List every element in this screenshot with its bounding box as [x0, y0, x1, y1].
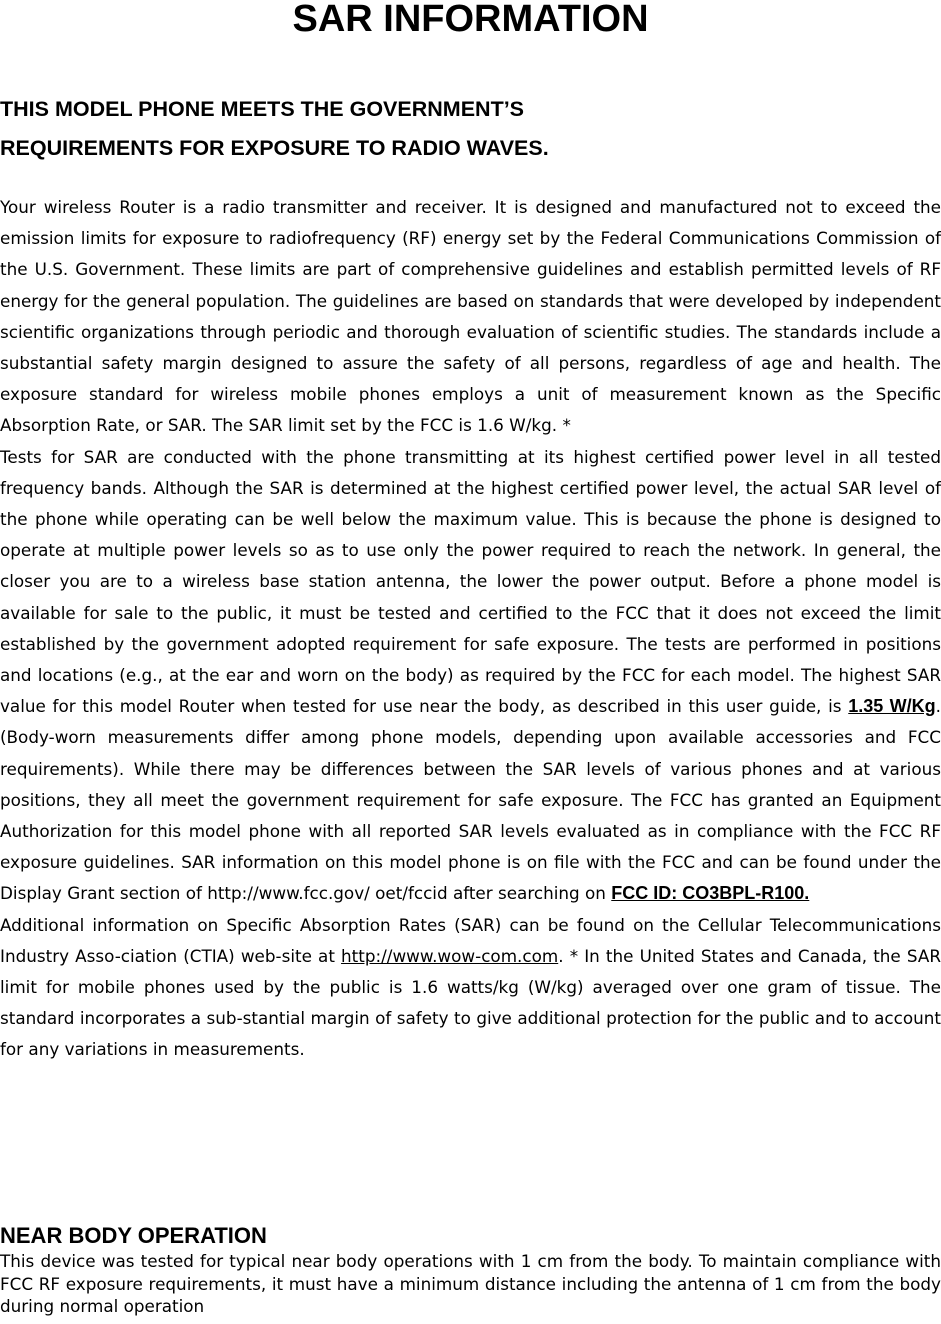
paragraph-exposure-limits: Your wireless Router is a radio transmitter and receiver. It is designed and manufactured not to exceed the emission limits for exposure to radiofrequency (RF) energy set by the Federal Communications Commission of the U.S. Government. These limits are part of comprehensive guidelines and establish permitted levels of RF energy for the general population. The guidelines are based on standards that were developed by independent scientific organizations through periodic and thorough evaluation of scientific studies. The standards include a substantial safety margin designed to assure the safety of all persons, regardless of age and health. The exposure standard for wireless mobile phones employs a unit of measurement known as the Specific Absorption Rate, or SAR. The SAR limit set by the FCC is 1.6 W/kg. * — [0, 197, 941, 436]
additional-info-text-continued: . * In the United States and Canada, the SAR limit for mobile phones used by the public is 1.6 watts/kg (W/kg) averaged over one gram of tissue. The standard incorporates a sub-stantial margin of safety to give additional protection for the public and to account for any variations in measurements. — [0, 945, 941, 1060]
headline-line-1: THIS MODEL PHONE MEETS THE GOVERNMENT’S — [0, 97, 525, 121]
paragraph-additional-info — [0, 910, 941, 1066]
sar-testing-text: Tests for SAR are conducted with the phone transmitting at its highest certified power level in all tested frequency bands. Although the SAR is determined at the highest certified power level, the actual SAR level of the phone while operating can be well below the maximum value. This is because the phone is designed to operate at multiple power levels so as to use only the power required to reach the network. In general, the closer you are to a wireless base station antenna, the lower the power output. Before a phone model is available for sale to the public, it must be tested and certified to the FCC that it does not exceed the limit established by the government adopted requirement for safe exposure. The tests are performed in positions and locations (e.g., at the ear and worn on the body) as required by the FCC for each model. The highest SAR value for this model Router when tested for use near the body, as described in this user guide, is — [0, 446, 941, 717]
page-title: SAR INFORMATION — [292, 0, 649, 40]
ctia-website-link[interactable]: http://www.wow-com.com — [341, 945, 559, 966]
near-body-paragraph: This device was tested for typical near body operations with 1 cm from the body. To maintain compliance with FCC RF exposure requirements, it must have a minimum distance including the antenna of 1 cm from the body during normal operation — [0, 1251, 941, 1316]
headline-line-2: REQUIREMENTS FOR EXPOSURE TO RADIO WAVES. — [0, 136, 549, 160]
sar-body — [0, 192, 941, 1066]
sar-testing-text-continued: . (Body-worn measurements differ among phone models, depending upon available accessories and FCC requirements). While there may be differences between the SAR levels of various phones and at various positions, they all meet the government requirement for safe exposure. The FCC has granted an Equipment Authorization for this model phone with all reported SAR levels evaluated as in compliance with the FCC RF exposure guidelines. SAR information on this model phone is on file with the FCC and can be found under the Display Grant section of http://www.fcc.gov/ oet/fccid after searching on — [0, 696, 941, 904]
near-body-heading: NEAR BODY OPERATION — [0, 1223, 267, 1248]
compliance-headline — [0, 90, 941, 168]
paragraph-sar-testing — [0, 442, 941, 910]
fcc-id: FCC ID: CO3BPL-R100. — [611, 883, 810, 904]
sar-value: 1.35 W/Kg — [848, 696, 936, 717]
additional-info-text: Additional information on Specific Absorption Rates (SAR) can be found on the Cellular Telecommunications Industry Asso-ciation (CTIA) web-site at — [0, 914, 941, 966]
